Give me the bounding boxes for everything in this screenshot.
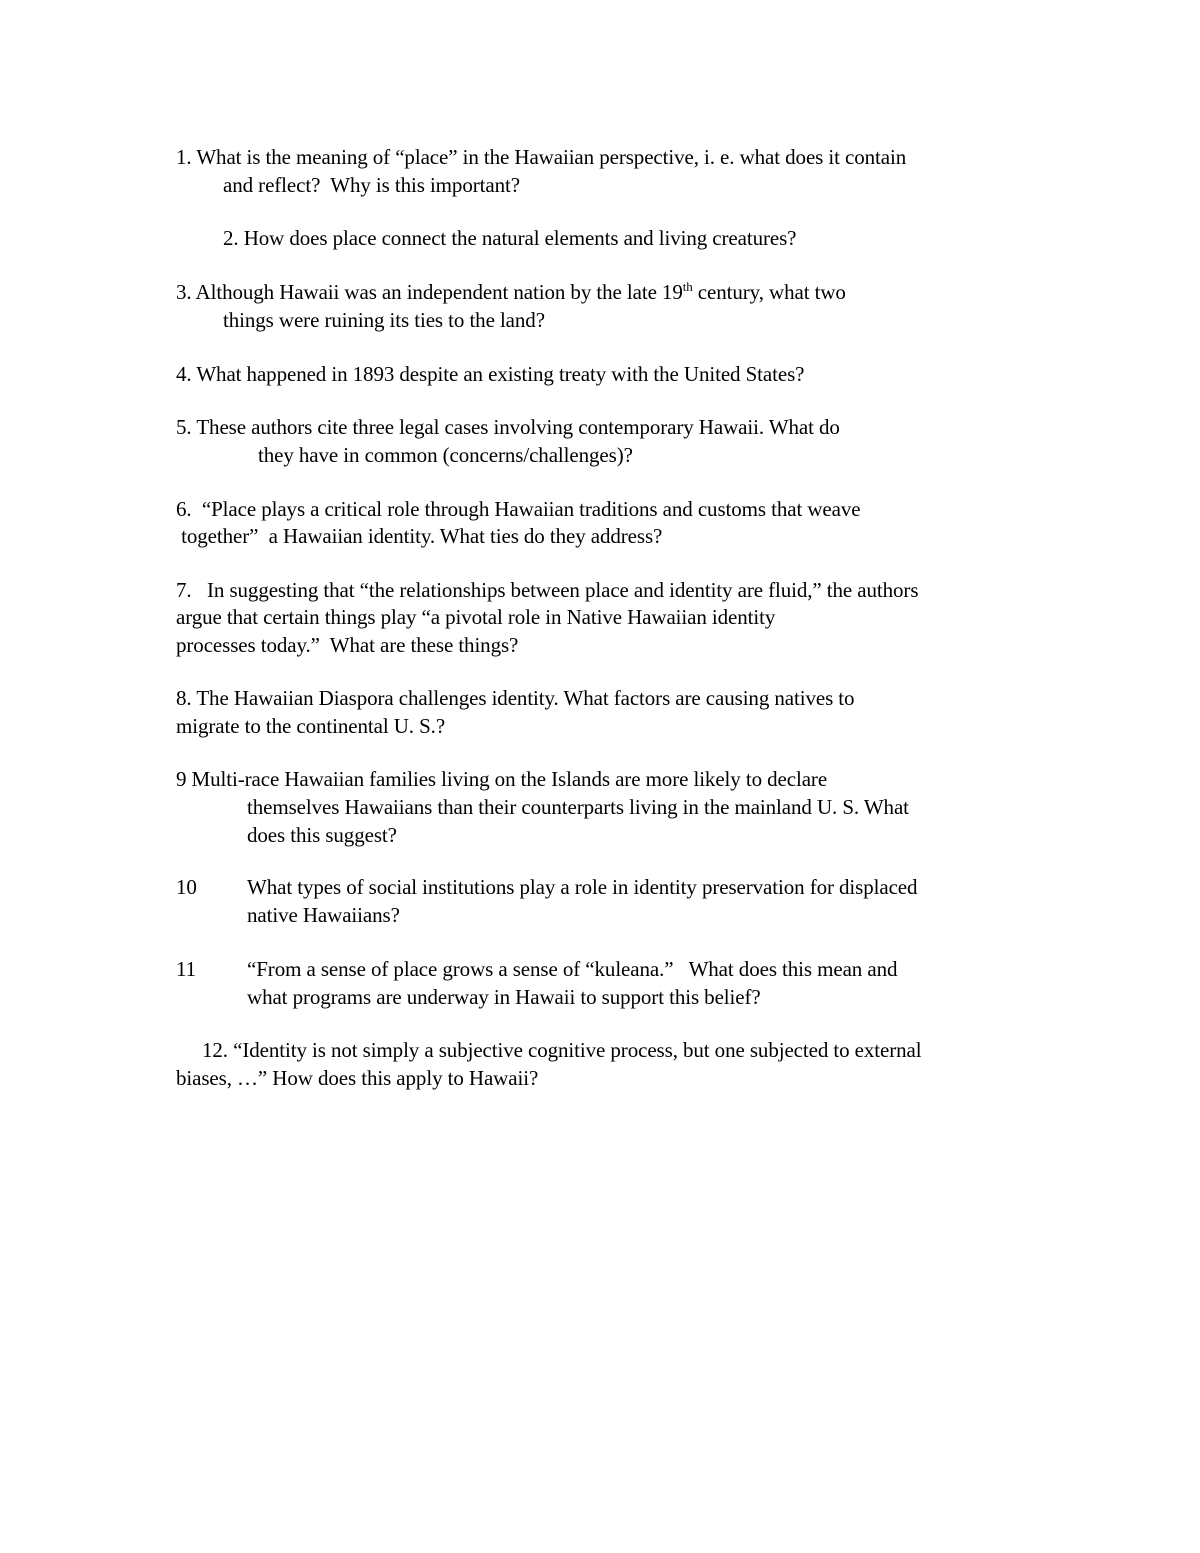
question-9-line-1: 9 Multi-race Hawaiian families living on the Islands are more likely to declare [176, 767, 828, 791]
question-5-line-2: they have in common (concerns/challenges)? [258, 443, 633, 467]
question-3-text-before: 3. Although Hawaii was an independent nation by the late 19 [176, 280, 683, 304]
question-7-line-3: processes today.” What are these things? [176, 633, 519, 657]
question-3-superscript: th [682, 279, 693, 294]
question-10-line-2: native Hawaiians? [247, 903, 400, 927]
question-9-line-2: themselves Hawaiians than their counterparts living in the mainland U. S. What [247, 795, 909, 819]
question-11-number: 11 [176, 957, 197, 981]
question-6-line-1: 6. “Place plays a critical role through Hawaiian traditions and customs that weave [176, 497, 861, 521]
question-11-line-1: “From a sense of place grows a sense of “kuleana.” What does this mean and [247, 957, 898, 981]
question-10-line-1: What types of social institutions play a role in identity preservation for displaced [247, 875, 918, 899]
question-4-line-1: 4. What happened in 1893 despite an existing treaty with the United States? [176, 362, 805, 386]
question-3-text-after: century, what two [692, 280, 846, 304]
question-3-line-2: things were ruining its ties to the land? [223, 308, 545, 332]
question-8-line-2: migrate to the continental U. S.? [176, 714, 446, 738]
question-7-line-2: argue that certain things play “a pivotal role in Native Hawaiian identity [176, 605, 776, 629]
question-7-line-1: 7. In suggesting that “the relationships between place and identity are fluid,” the authors [176, 578, 919, 602]
question-8-line-1: 8. The Hawaiian Diaspora challenges identity. What factors are causing natives to [176, 686, 855, 710]
question-1-line-1: 1. What is the meaning of “place” in the Hawaiian perspective, i. e. what does it contain [176, 145, 907, 169]
question-3-line-1 [176, 278, 846, 306]
question-5-line-1: 5. These authors cite three legal cases involving contemporary Hawaii. What do [176, 415, 840, 439]
question-2-line-1: 2. How does place connect the natural elements and living creatures? [223, 226, 797, 250]
question-6-line-2: together” a Hawaiian identity. What ties do they address? [176, 524, 663, 548]
question-12-line-1: 12. “Identity is not simply a subjective cognitive process, but one subjected to external [202, 1038, 922, 1062]
question-1-line-2: and reflect? Why is this important? [223, 173, 520, 197]
question-12-line-2: biases, …” How does this apply to Hawaii? [176, 1066, 539, 1090]
question-11-line-2: what programs are underway in Hawaii to support this belief? [247, 985, 761, 1009]
question-10-number: 10 [176, 875, 197, 899]
question-9-line-3: does this suggest? [247, 823, 397, 847]
